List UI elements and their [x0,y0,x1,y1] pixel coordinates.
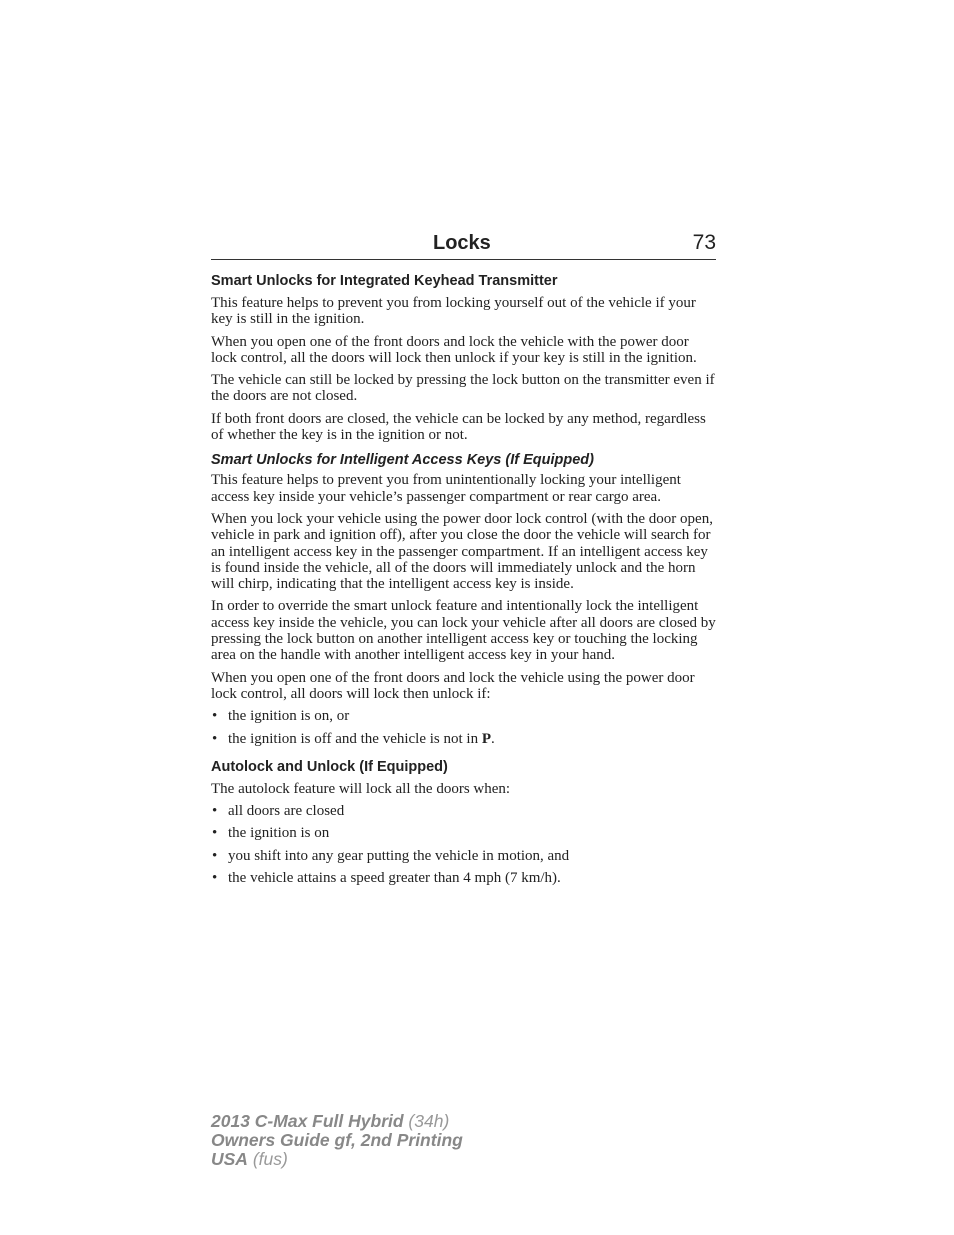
page-header [211,226,716,260]
page-content [211,226,716,886]
paragraph: The vehicle can still be locked by pressing the lock button on the transmitter even if the doors are not closed. [211,372,715,405]
gear-p-label: P [481,730,492,747]
paragraph: This feature helps to prevent you from locking yourself out of the vehicle if your key is still in the ignition. [211,295,696,328]
paragraph: In order to override the smart unlock feature and intentionally lock the intelligent access key inside the vehicle, you can lock your vehicle after all doors are closed by pressing the lock button on another intelligent access key or touching the locking area on the handle with another intelligent access key in your hand. [211,598,716,664]
paragraph: This feature helps to prevent you from unintentionally locking your intelligent access key inside your vehicle’s passenger compartment or rear cargo area. [211,472,681,505]
page-footer [211,1112,463,1169]
footer-line: Owners Guide gf, 2nd Printing [211,1130,463,1150]
list-item: • you shift into any gear putting the vehicle in motion, and [211,848,716,864]
page-number: 73 [692,231,716,254]
page-title: Locks [433,232,491,254]
footer-line: USA (fus) [211,1149,288,1169]
list-item: • the ignition is off and the vehicle is not in P. [211,731,716,747]
paragraph: When you lock your vehicle using the power door lock control (with the door open, vehicle in park and ignition off), after you close the door the vehicle will search for an intelligent access key in the passenger compartment. If an intelligent access key is found inside the vehicle, all of the doors will immediately unlock and the horn will chirp, indicating that the intelligent access key is inside. [211,510,713,593]
section-heading: Smart Unlocks for Intelligent Access Keys (If Equipped) [211,452,594,469]
paragraph: The autolock feature will lock all the doors when: [211,780,511,797]
paragraph: When you open one of the front doors and lock the vehicle with the power door lock control, all the doors will lock then unlock if your key is still in the ignition. [211,333,697,366]
section-heading: Smart Unlocks for Integrated Keyhead Transmitter [211,273,558,289]
list-item: • the ignition is on, or [211,708,716,724]
paragraph: When you open one of the front doors and lock the vehicle using the power door lock control, all doors will lock then unlock if: [211,669,695,702]
bullet-list [211,708,716,747]
list-item: • the ignition is on [211,825,716,841]
footer-line: 2013 C-Max Full Hybrid (34h) [211,1111,450,1131]
bullet-list [211,803,716,886]
paragraph: If both front doors are closed, the vehicle can be locked by any method, regardless of whether the key is in the ignition or not. [211,410,706,444]
section-heading: Autolock and Unlock (If Equipped) [211,758,448,775]
list-item: • all doors are closed [211,803,716,819]
list-item: • the vehicle attains a speed greater than 4 mph (7 km/h). [211,870,716,886]
